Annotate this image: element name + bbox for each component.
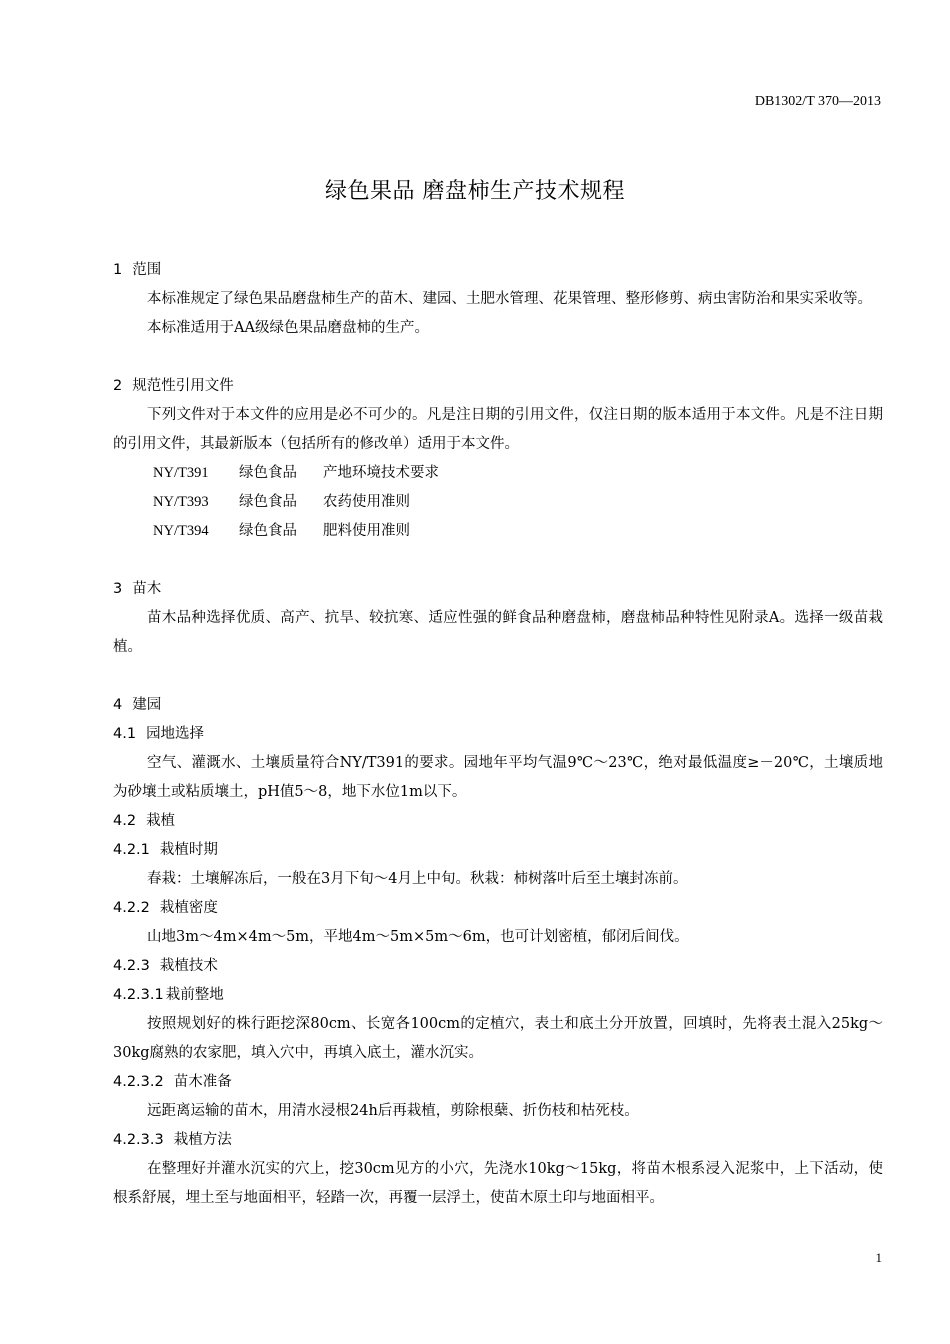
section-heading: 4 建园 <box>113 697 162 713</box>
section-heading: 2 规范性引用文件 <box>113 378 234 394</box>
paragraph: 远距离运输的苗木，用清水浸根24h后再栽植，剪除根蘖、折伤枝和枯死枝。 <box>147 1103 639 1119</box>
subsection-heading: 4.1 园地选择 <box>113 726 205 742</box>
document-body <box>113 256 883 1213</box>
section-heading: 1 范围 <box>113 262 162 278</box>
paragraph: 苗木品种选择优质、高产、抗旱、较抗寒、适应性强的鲜食品种磨盘柿，磨盘柿品种特性见附录A。选择一级苗栽植。 <box>113 610 883 655</box>
section-heading: 3 苗木 <box>113 581 162 597</box>
paragraph: 空气、灌溉水、土壤质量符合NY/T391的要求。园地年平均气温9℃～23℃，绝对最低温度≥－20℃，土壤质地为砂壤土或粘质壤土，pH值5～8，地下水位1m以下。 <box>113 755 883 800</box>
paragraph: 按照规划好的株行距挖深80cm、长宽各100cm的定植穴，表土和底土分开放置，回填时，先将表土混入25kg～30kg腐熟的农家肥，填入穴中，再填入底土，灌水沉实。 <box>113 1016 883 1061</box>
subsection-heading: 4.2.1 栽植时期 <box>113 842 218 858</box>
reference-item: NY/T393 绿色食品 农药使用准则 <box>153 494 410 510</box>
standard-code: DB1302/T 370—2013 <box>754 94 881 109</box>
subsection-heading: 4.2.3.2 苗木准备 <box>113 1074 232 1090</box>
paragraph: 山地3m～4m×4m～5m，平地4m～5m×5m～6m，也可计划密植，郁闭后间伐。 <box>147 929 689 945</box>
paragraph: 本标准适用于AA级绿色果品磨盘柿的生产。 <box>147 320 429 336</box>
subsection-heading: 4.2.3 栽植技术 <box>113 958 218 974</box>
reference-item: NY/T391 绿色食品 产地环境技术要求 <box>153 465 439 481</box>
paragraph: 春栽：土壤解冻后，一般在3月下旬～4月上中旬。秋栽：柿树落叶后至土壤封冻前。 <box>147 871 688 887</box>
paragraph: 在整理好并灌水沉实的穴上，挖30cm见方的小穴，先浇水10kg～15kg，将苗木根系浸入泥浆中，上下活动，使根系舒展，埋土至与地面相平，轻踏一次，再覆一层浮土，使苗木原土印与地面相平。 <box>113 1161 883 1206</box>
paragraph: 下列文件对于本文件的应用是必不可少的。凡是注日期的引用文件，仅注日期的版本适用于本文件。凡是不注日期的引用文件，其最新版本（包括所有的修改单）适用于本文件。 <box>113 407 883 452</box>
subsection-heading: 4.2.2 栽植密度 <box>113 900 218 916</box>
page-number: 1 <box>875 1250 882 1265</box>
paragraph: 本标准规定了绿色果品磨盘柿生产的苗木、建园、土肥水管理、花果管理、整形修剪、病虫害防治和果实采收等。 <box>147 291 872 307</box>
subsection-heading: 4.2.3.3 栽植方法 <box>113 1132 232 1148</box>
reference-item: NY/T394 绿色食品 肥料使用准则 <box>153 523 410 539</box>
subsection-heading: 4.2.3.1 栽前整地 <box>113 987 224 1003</box>
subsection-heading: 4.2 栽植 <box>113 813 176 829</box>
document-title: 绿色果品 磨盘柿生产技术规程 <box>325 179 625 204</box>
